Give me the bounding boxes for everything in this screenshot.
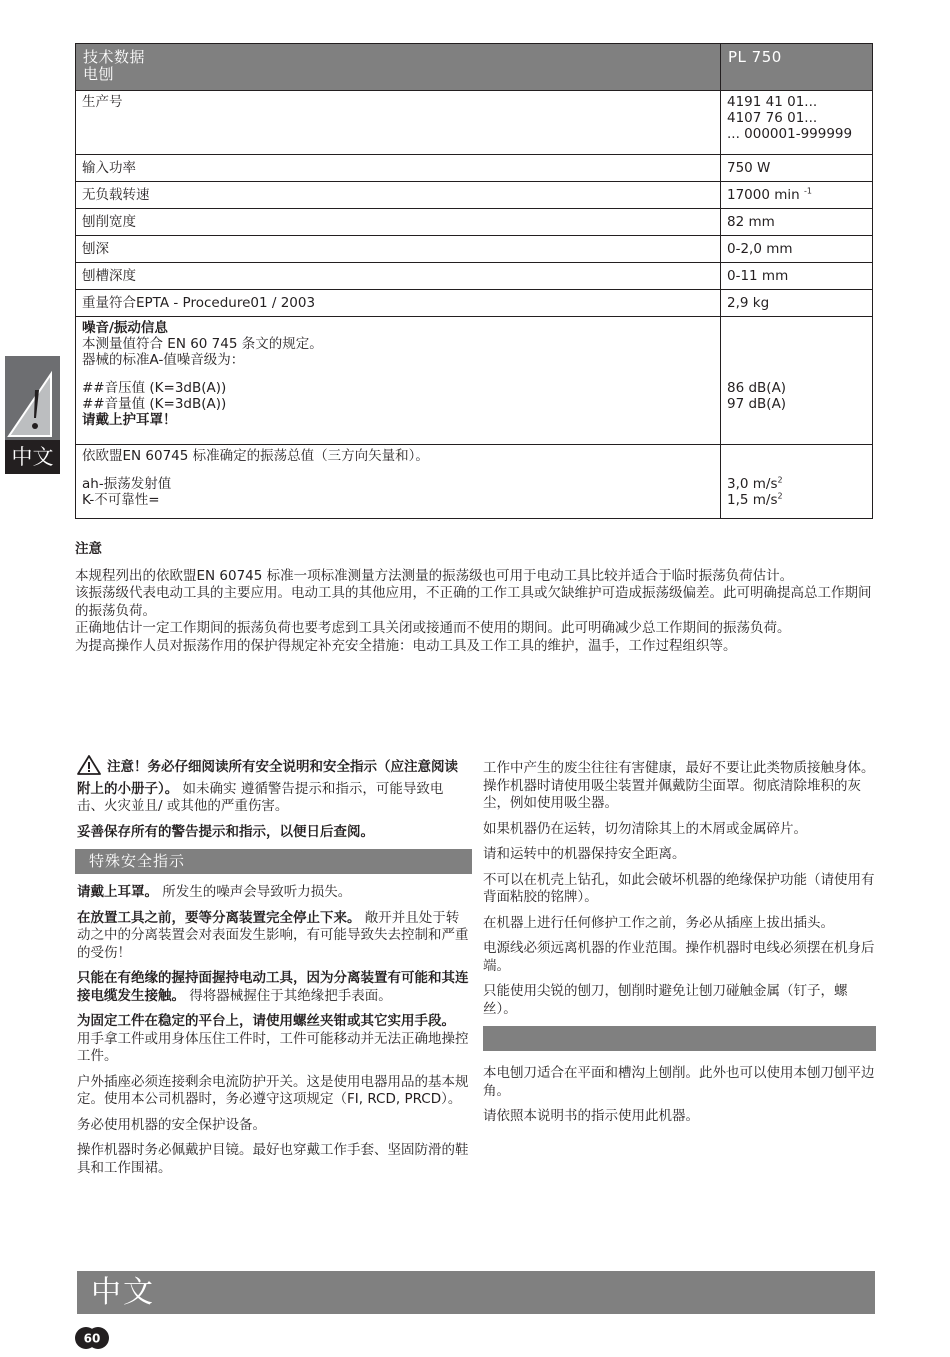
footer-language-bar: 中文 — [77, 1271, 875, 1314]
serial-number: 4107 76 01... — [727, 110, 818, 126]
safety-item: 为固定工件在稳定的平台上，请使用螺丝夹钳或其它实用手段。 用手拿工件或用身体压住工件时，工件可能移动并无法正确地操控工件。 — [77, 1013, 469, 1064]
right-column — [483, 760, 876, 1134]
sound-pressure-label: ##音压值 (K=3dB(A)) — [82, 380, 227, 396]
warning-triangle-icon — [77, 755, 101, 781]
safety-item: 请戴上耳罩。 所发生的噪声会导致听力损失。 — [77, 884, 352, 900]
vibration-ah-label: ah-振荡发射值 — [82, 476, 172, 492]
sound-power-label: ##音量值 (K=3dB(A)) — [82, 396, 227, 412]
safety-item: 只能使用尖锐的刨刀，刨削时避免让刨刀碰触金属（钉子，螺丝）。 — [483, 983, 848, 1017]
spec-table — [75, 43, 873, 519]
general-warning-text: 如未确实 遵循警告提示和指示，可能导致电击、火灾並且/ 或其他的严重伤害。 — [77, 780, 444, 814]
left-column — [77, 755, 470, 1185]
spec-value: 2,9 kg — [721, 290, 873, 317]
vibration-title: 依欧盟EN 60745 标准确定的振荡总值（三方向矢量和）。 — [82, 448, 429, 464]
sound-power-value: 97 dB(A) — [727, 396, 787, 412]
noise-title: 噪音/振动信息 — [82, 320, 168, 336]
spec-header-title: 技术数据 — [83, 48, 146, 66]
notes-paragraph: 本规程列出的依欧盟EN 60745 标准一项标准测量方法测量的振荡级也可用于电动工具比较并适合于临时振荡负荷估计。 — [75, 567, 794, 584]
noise-line: 器械的标准A-值噪音级为： — [82, 352, 245, 368]
ear-protection-notice: 请戴上护耳罩！ — [82, 412, 177, 428]
keep-instructions-notice: 妥善保存所有的警告提示和指示，以便日后查阅。 — [77, 823, 374, 840]
spec-row — [76, 236, 873, 263]
notes-paragraph: 正确地估计一定工作期间的振荡负荷也要考虑到工具关闭或接通而不使用的期间。此可明确减少总工作期间的振荡负荷。 — [75, 620, 791, 636]
safety-item: 工作中产生的废尘往往有害健康，最好不要让此类物质接触身体。操作机器时请使用吸尘装置并佩戴防尘面罩。彻底清除堆积的灰尘，例如使用吸尘器。 — [483, 760, 875, 811]
spec-value — [721, 182, 873, 209]
spec-label: 无负载转速 — [76, 182, 721, 209]
spec-value: 750 W — [721, 155, 873, 182]
safety-item: 只能在有绝缘的握持面握持电动工具，因为分离装置有可能和其连接电缆发生接触。 得将器械握住于其绝缘把手表面。 — [77, 970, 469, 1004]
spec-header-model: PL 750 — [721, 44, 873, 91]
safety-item: 不可以在机壳上钻孔，如此会破坏机器的绝缘保护功能（请使用有背面粘胶的铭牌）。 — [483, 871, 875, 905]
spec-header-subtitle: 电刨 — [83, 65, 115, 83]
vibration-k-value: 1,5 $m/s^2$ — [727, 491, 783, 508]
spec-value: 0-2,0 mm — [721, 236, 873, 263]
spec-label: 刨削宽度 — [76, 209, 721, 236]
serial-range: ... 000001-999999 — [727, 126, 853, 142]
speed-value: 17000 min — [727, 187, 800, 203]
spec-row — [76, 209, 873, 236]
spec-row-noise — [76, 317, 873, 445]
spec-header-row — [76, 44, 873, 91]
spec-label: 生产号 — [76, 91, 721, 155]
safety-item: 在机器上进行任何修护工作之前，务必从插座上拔出插头。 — [483, 914, 834, 931]
vibration-k-label: K-不可靠性= — [82, 492, 160, 508]
spec-header-left — [76, 44, 721, 91]
noise-info-cell — [76, 317, 721, 445]
safety-item: 电源线必须远离机器的作业范围。操作机器时电线必须摆在机身后端。 — [483, 940, 875, 974]
section-bar-intended-use — [483, 1026, 876, 1051]
safety-item: 在放置工具之前，要等分离装置完全停止下来。 敞开并且处于转动之中的分离装置会对表面发生影响，有可能导致失去控制和严重的受伤！ — [77, 909, 469, 961]
vibration-ah-value: 3,0 $m/s^2$ — [727, 475, 783, 492]
usage-paragraph: 请依照本说明书的指示使用此机器。 — [483, 1108, 699, 1124]
spec-row — [76, 263, 873, 290]
spec-label: 输入功率 — [76, 155, 721, 182]
safety-item: 户外插座必须连接剩余电流防护开关。这是使用电器用品的基本规定。使用本公司机器时，务必遵守这项规定（FI, RCD, PRCD）。 — [77, 1073, 469, 1107]
vibration-values-cell — [721, 445, 873, 519]
safety-item: 如果机器仍在运转，切勿清除其上的木屑或金属碎片。 — [483, 820, 807, 837]
speed-exponent: -1 — [804, 186, 812, 196]
vibration-notes — [75, 541, 875, 655]
spec-row — [76, 155, 873, 182]
vibration-info-cell — [76, 445, 721, 519]
noise-values-cell — [721, 317, 873, 445]
spec-label: 刨深 — [76, 236, 721, 263]
spec-value — [721, 91, 873, 155]
spec-row — [76, 182, 873, 209]
side-tab-language: 中文 — [5, 440, 60, 474]
warning-exclamation-icon — [5, 356, 60, 440]
noise-line: 本测量值符合 EN 60 745 条文的规定。 — [82, 336, 323, 352]
notes-title: 注意 — [75, 541, 102, 557]
safety-item: 请和运转中的机器保持安全距离。 — [483, 846, 686, 862]
language-side-tab — [5, 356, 60, 474]
spec-value: 0-11 mm — [721, 263, 873, 290]
spec-row — [76, 91, 873, 155]
serial-number: 4191 41 01... — [727, 94, 818, 110]
unit-exponent: 2 — [777, 475, 783, 485]
notes-paragraph: 为提高操作人员对振荡作用的保护得规定补充安全措施：电动工具及工作工具的维护，温手，工作过程组织等。 — [75, 637, 737, 654]
spec-label: 重量符合EPTA - Procedure01 / 2003 — [76, 290, 721, 317]
unit-exponent: 2 — [777, 491, 783, 501]
safety-item: 操作机器时务必佩戴护目镜。最好也穿戴工作手套、坚固防滑的鞋具和工作围裙。 — [77, 1142, 469, 1176]
spec-value: 82 mm — [721, 209, 873, 236]
spec-row-vibration — [76, 445, 873, 519]
page-number-badge — [75, 1326, 109, 1350]
sound-pressure-value: 86 dB(A) — [727, 380, 787, 396]
spec-label: 刨槽深度 — [76, 263, 721, 290]
safety-item: 务必使用机器的安全保护设备。 — [77, 1116, 266, 1133]
section-title-special-safety: 特殊安全指示 — [75, 849, 472, 874]
usage-paragraph: 本电刨刀适合在平面和槽沟上刨削。此外也可以使用本刨刀刨平边角。 — [483, 1065, 875, 1099]
general-warning-bold: 注意！务必仔细阅读所有安全说明和安全指示（应注意阅读附上的小册子）。 — [77, 759, 458, 797]
page-number: 60 — [83, 1331, 101, 1346]
spec-row — [76, 290, 873, 317]
notes-paragraph: 该振荡级代表电动工具的主要应用。电动工具的其他应用，不正确的工作工具或欠缺维护可造成振荡级偏差。此可明确提高总工作期间的振荡负荷。 — [75, 585, 872, 619]
general-warning — [77, 755, 470, 816]
